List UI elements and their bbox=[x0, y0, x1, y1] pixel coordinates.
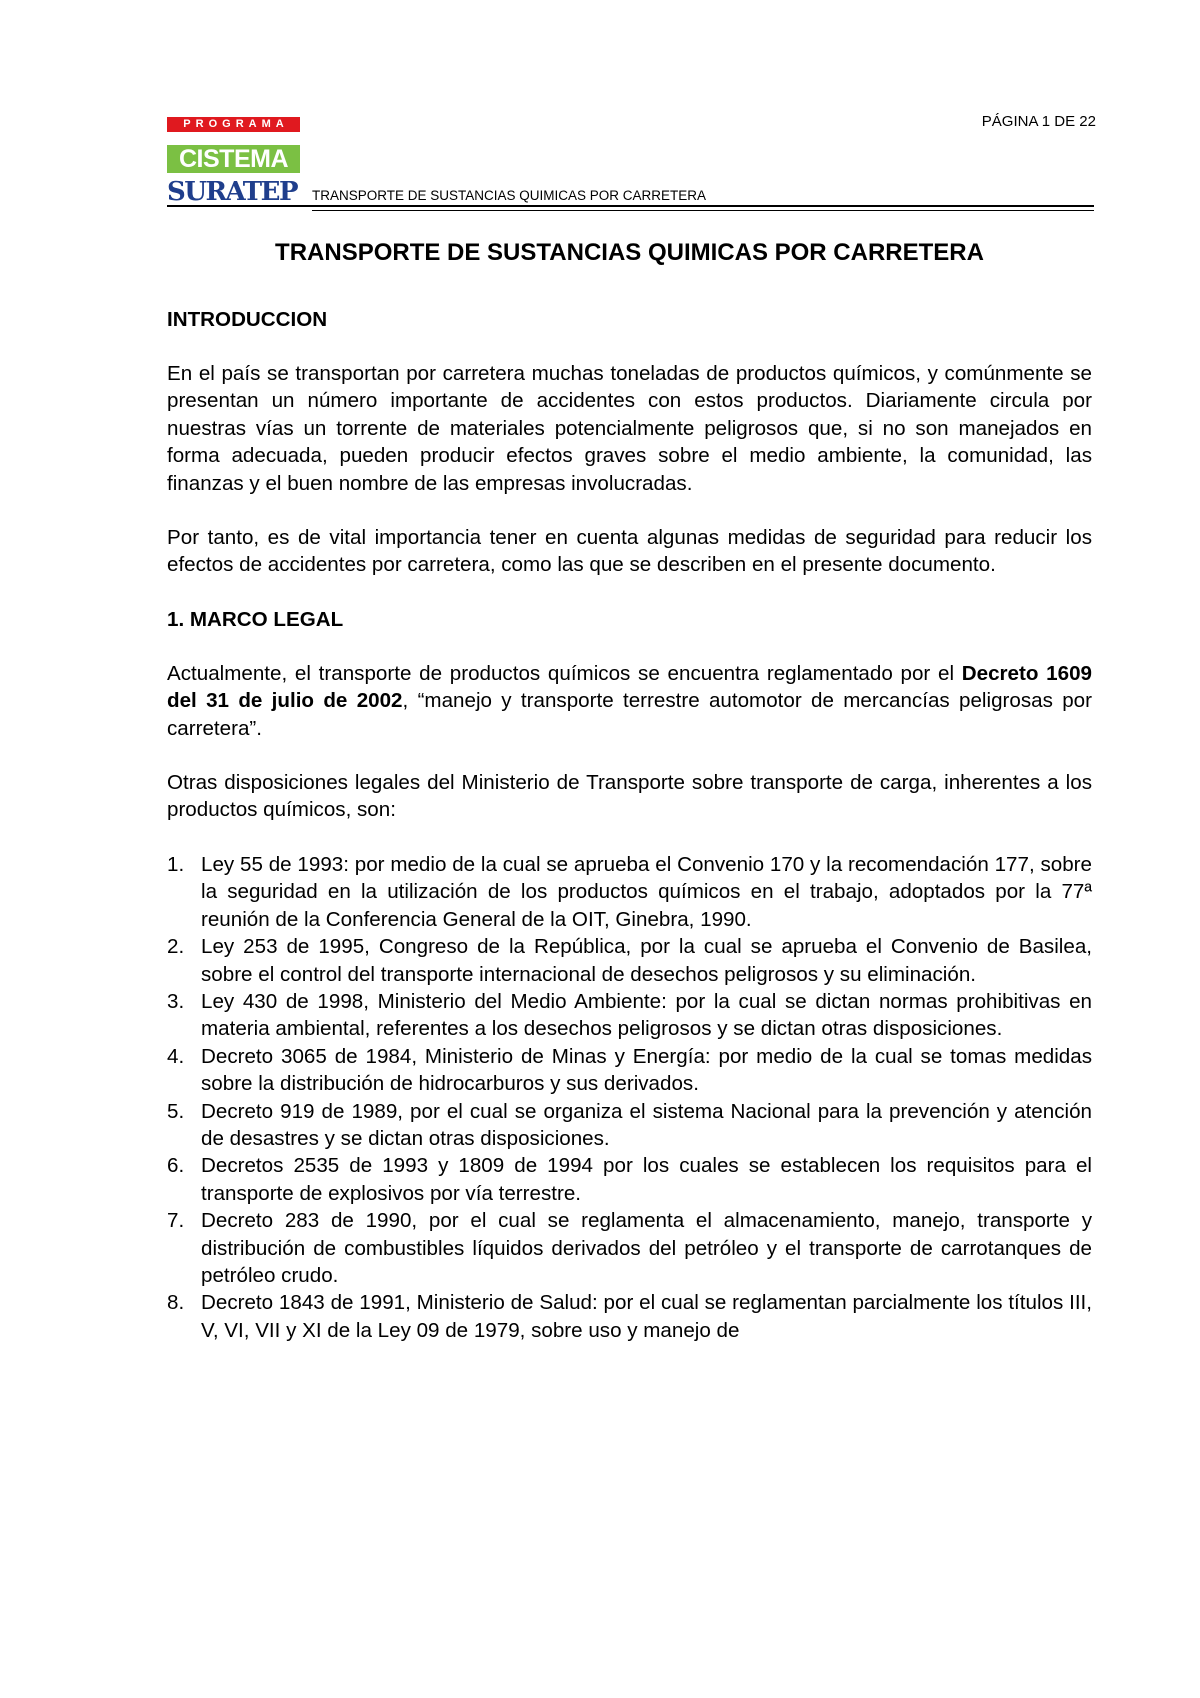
page-number: PÁGINA 1 DE 22 bbox=[981, 113, 1096, 130]
section-1-paragraph-2: Otras disposiciones legales del Ministerio de Transporte sobre transporte de carga, inherentes a los productos químicos, son: bbox=[167, 771, 1092, 822]
list-item bbox=[167, 1289, 1092, 1344]
list-item bbox=[167, 988, 1092, 1043]
list-item bbox=[167, 1043, 1092, 1098]
logo-programa-band: PROGRAMA bbox=[167, 117, 300, 132]
list-item-text: Decreto 3065 de 1984, Ministerio de Minas y Energía: por medio de la cual se tomas medidas sobre la distribución de hidrocarburos y sus derivados. bbox=[201, 1044, 1092, 1096]
list-item-text: Decretos 2535 de 1993 y 1809 de 1994 por los cuales se establecen los requisitos para el transporte de explosivos por vía terrestre. bbox=[201, 1154, 1092, 1205]
list-item-text: Ley 253 de 1995, Congreso de la República, por la cual se aprueba el Convenio de Basilea, sobre el control del transporte internacional de desechos peligrosos y su eliminación. bbox=[201, 935, 1092, 986]
program-logo bbox=[167, 117, 300, 207]
para-text-start: Actualmente, el transporte de productos químicos se encuentra reglamentado por el bbox=[167, 661, 962, 685]
list-item-number: 1. bbox=[167, 852, 185, 876]
list-item-number: 5. bbox=[167, 1099, 185, 1123]
list-item bbox=[167, 1152, 1092, 1207]
intro-paragraph-1: En el país se transportan por carretera muchas toneladas de productos químicos, y comúnmente se presentan un número importante de accidentes con estos productos. Diariamente circula por nuestras vías un torrente de materiales potencialmente peligrosos que, si no son manejados en forma adecuada, pueden producir efectos graves sobre el medio ambiente, la comunidad, las finanzas y el buen nombre de las empresas involucradas. bbox=[167, 362, 1092, 495]
list-item-text: Ley 55 de 1993: por medio de la cual se aprueba el Convenio 170 y la recomendación 177, sobre la seguridad en la utilización de los productos químicos en el trabajo, adoptados por la 77ª reunión de la Conferencia General de la OIT, Ginebra, 1990. bbox=[201, 852, 1092, 931]
list-item bbox=[167, 933, 1092, 988]
list-item bbox=[167, 1098, 1092, 1153]
logo-cistema: CISTEMA bbox=[167, 145, 300, 173]
list-item-number: 3. bbox=[167, 989, 185, 1013]
list-item-text: Decreto 1843 de 1991, Ministerio de Salud: por el cual se reglamentan parcialmente los títulos III, V, VI, VII y XI de la Ley 09 de 1979, sobre uso y manejo de bbox=[201, 1291, 1092, 1342]
logo-suratep: SURATEP bbox=[167, 177, 298, 207]
running-header-title: TRANSPORTE DE SUSTANCIAS QUIMICAS POR CARRETERA bbox=[312, 188, 707, 203]
decree-reference: Decreto 1609 del 31 de julio de 2002 bbox=[167, 661, 1092, 713]
list-item-number: 7. bbox=[167, 1209, 185, 1233]
list-item-number: 8. bbox=[167, 1291, 185, 1315]
legal-provisions-list bbox=[167, 851, 1092, 1344]
header-rule-thin bbox=[312, 210, 1094, 211]
header-rule bbox=[167, 205, 1094, 207]
list-item-number: 6. bbox=[167, 1154, 185, 1178]
list-item bbox=[167, 1207, 1092, 1289]
document-body bbox=[167, 238, 1092, 1344]
document-title: TRANSPORTE DE SUSTANCIAS QUIMICAS POR CARRETERA bbox=[275, 239, 984, 266]
list-item-number: 2. bbox=[167, 935, 185, 959]
list-item-text: Decreto 919 de 1989, por el cual se organiza el sistema Nacional para la prevención y atención de desastres y se dictan otras disposiciones. bbox=[201, 1099, 1092, 1150]
intro-heading: INTRODUCCION bbox=[167, 308, 328, 331]
list-item bbox=[167, 851, 1092, 933]
section-1-paragraph-1 bbox=[167, 660, 1092, 742]
list-item-number: 4. bbox=[167, 1044, 185, 1068]
list-item-text: Decreto 283 de 1990, por el cual se reglamenta el almacenamiento, manejo, transporte y distribución de combustibles líquidos derivados del petróleo y el transporte de carrotanques de petróleo crudo. bbox=[201, 1209, 1092, 1287]
section-1-heading: 1. MARCO LEGAL bbox=[167, 607, 344, 631]
list-item-text: Ley 430 de 1998, Ministerio del Medio Ambiente: por la cual se dictan normas prohibitivas en materia ambiental, referentes a los desechos peligrosos y se dictan otras disposiciones. bbox=[201, 989, 1092, 1041]
para-text-end: , “manejo y transporte terrestre automotor de mercancías peligrosas por carretera”. bbox=[167, 689, 1092, 740]
intro-paragraph-2: Por tanto, es de vital importancia tener en cuenta algunas medidas de seguridad para reducir los efectos de accidentes por carretera, como las que se describen en el presente documento. bbox=[167, 526, 1092, 577]
